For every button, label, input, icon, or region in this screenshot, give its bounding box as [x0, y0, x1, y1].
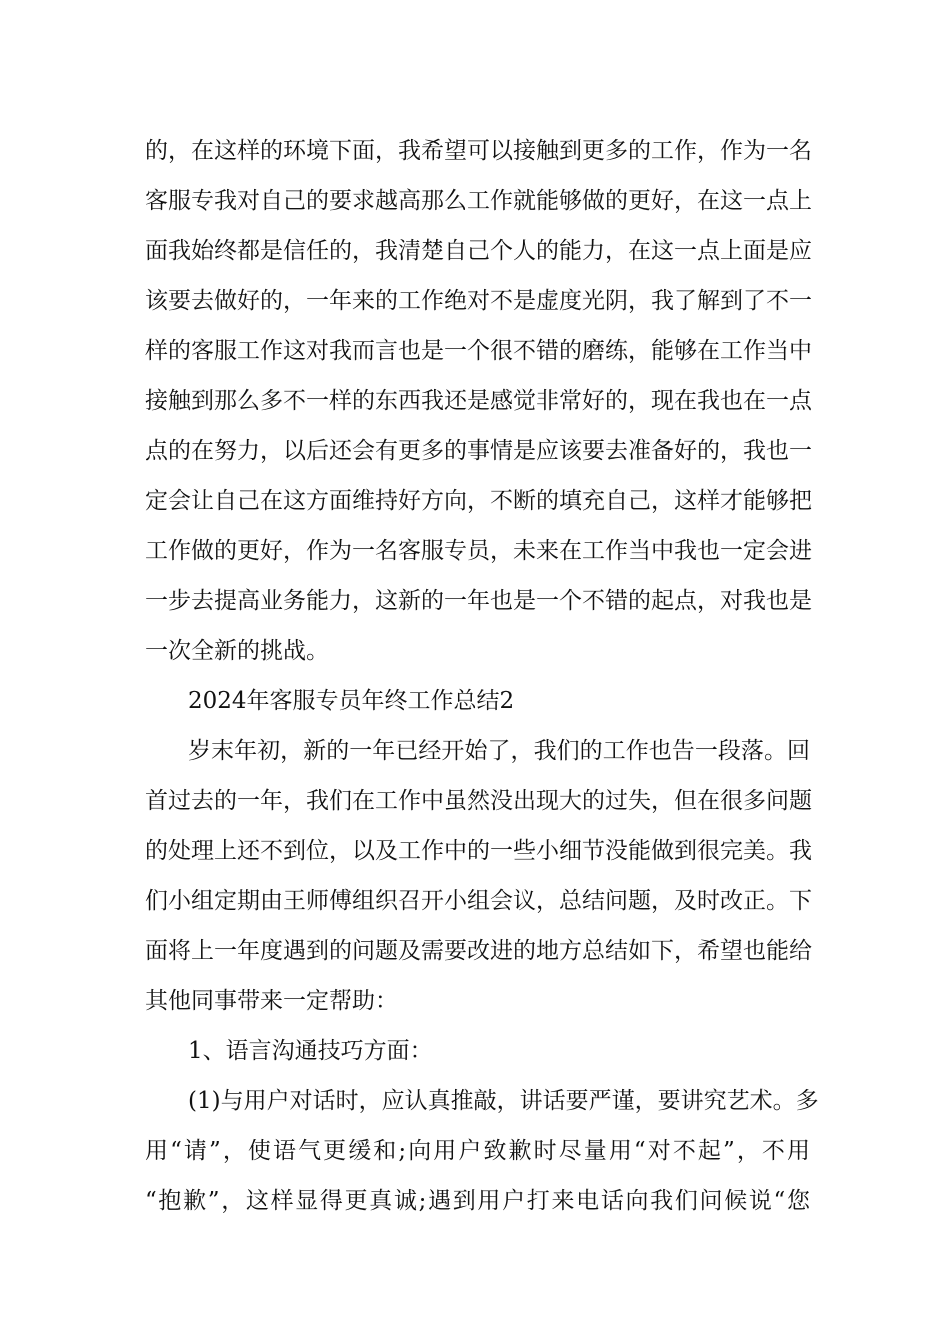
paragraph-line: “抱歉”，这样显得更真诚;遇到用户打来电话向我们问候说“您 — [145, 1188, 810, 1214]
paragraph-line: 的，在这样的环境下面，我希望可以接触到更多的工作，作为一名 — [145, 138, 812, 164]
paragraph-line: 该要去做好的，一年来的工作绝对不是虚度光阴，我了解到了不一 — [145, 288, 812, 314]
paragraph-line: 面将上一年度遇到的问题及需要改进的地方总结如下，希望也能给 — [145, 938, 812, 964]
paragraph-line: 其他同事带来一定帮助： — [145, 988, 398, 1014]
section-heading: 2024年客服专员年终工作总结2 — [188, 688, 515, 714]
paragraph-line: 首过去的一年，我们在工作中虽然没出现大的过失，但在很多问题 — [145, 788, 812, 814]
list-heading: 1、语言沟通技巧方面： — [188, 1038, 433, 1064]
paragraph-line: (1)与用户对话时，应认真推敲，讲话要严谨，要讲究艺术。多 — [188, 1088, 819, 1114]
paragraph-line: 岁末年初，新的一年已经开始了，我们的工作也告一段落。回 — [188, 738, 810, 764]
paragraph-line: 用“请”，使语气更缓和;向用户致歉时尽量用“对不起”，不用 — [145, 1138, 810, 1164]
paragraph-line: 一次全新的挑战。 — [145, 638, 329, 664]
paragraph-line: 的处理上还不到位，以及工作中的一些小细节没能做到很完美。我 — [145, 838, 812, 864]
paragraph-line: 样的客服工作这对我而言也是一个很不错的磨练，能够在工作当中 — [145, 338, 812, 364]
paragraph-line: 客服专我对自己的要求越高那么工作就能够做的更好，在这一点上 — [145, 188, 812, 214]
paragraph-line: 工作做的更好，作为一名客服专员，未来在工作当中我也一定会进 — [145, 538, 812, 564]
paragraph-line: 接触到那么多不一样的东西我还是感觉非常好的，现在我也在一点 — [145, 388, 812, 414]
paragraph-line: 面我始终都是信任的，我清楚自己个人的能力，在这一点上面是应 — [145, 238, 812, 264]
paragraph-line: 们小组定期由王师傅组织召开小组会议，总结问题，及时改正。下 — [145, 888, 812, 914]
paragraph-line: 定会让自己在这方面维持好方向，不断的填充自己，这样才能够把 — [145, 488, 812, 514]
paragraph-line: 一步去提高业务能力，这新的一年也是一个不错的起点，对我也是 — [145, 588, 812, 614]
paragraph-line: 点的在努力，以后还会有更多的事情是应该要去准备好的，我也一 — [145, 438, 812, 464]
